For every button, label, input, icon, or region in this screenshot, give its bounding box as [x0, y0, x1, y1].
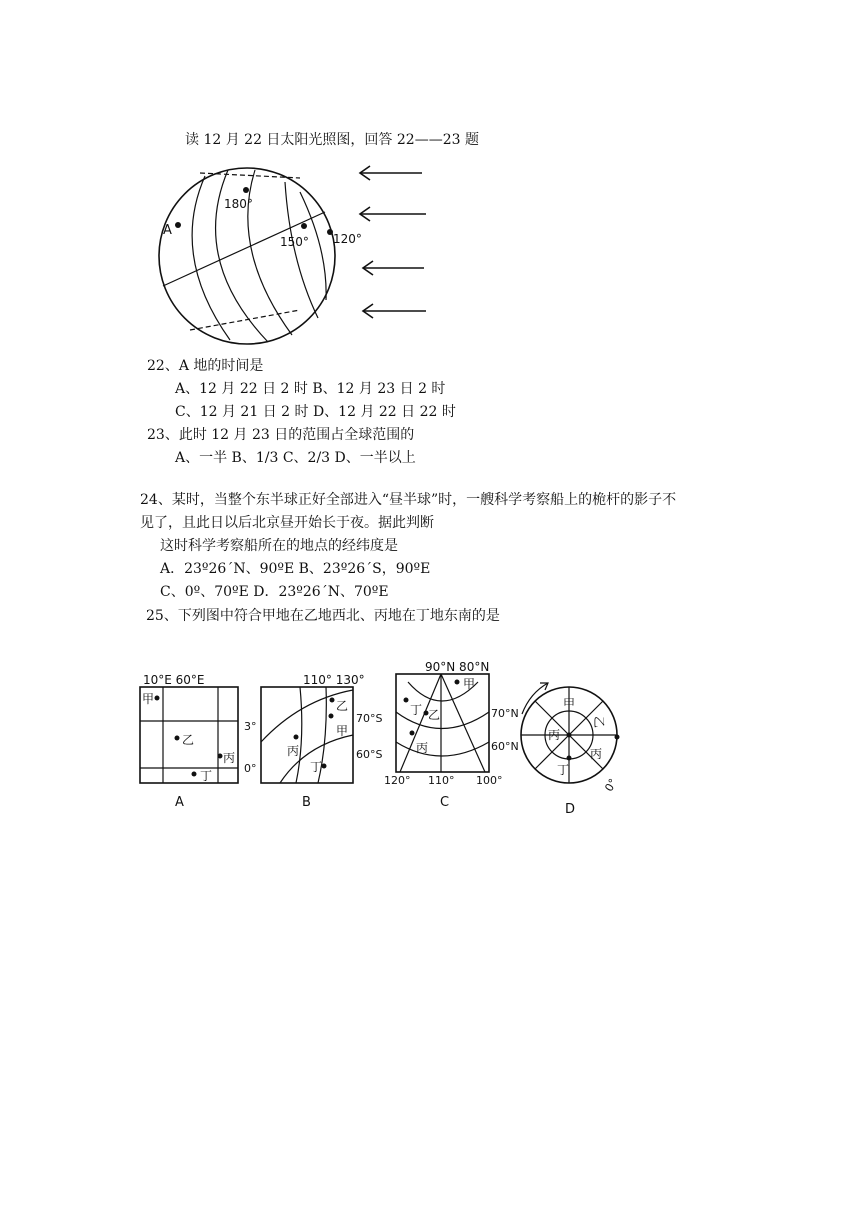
c-lat2-label: 60°N [491, 740, 519, 753]
b-yi-label: 乙 [336, 699, 349, 713]
b-bing-label: 丙 [287, 744, 300, 758]
q22-options-2: C、12 月 21 日 2 时 D、12 月 22 日 22 时 [175, 404, 456, 420]
d-yi-label: 乙 [592, 716, 606, 729]
c-lon-top-label: 90°N 80°N [425, 660, 490, 674]
a-lat1-label: 3° [244, 720, 257, 733]
b-lon-label: 110° 130° [303, 673, 365, 687]
q24-stem-2: 见了，且此日以后北京昼开始长于夜。据此判断 [140, 515, 434, 531]
d-jia-label: 甲 [563, 697, 576, 711]
c-lon-b3-label: 100° [476, 774, 503, 787]
lon150-label: 150° [280, 235, 309, 249]
d-ding-label: 丁 [557, 763, 570, 777]
intro-text: 读 12 月 22 日太阳光照图，回答 22——23 题 [185, 132, 479, 148]
c-lat1-label: 70°N [491, 707, 519, 720]
d-bing-label: 丙 [590, 747, 603, 761]
q24-options-1: A．23º26´N、90ºE B、23º26´S，90ºE [160, 561, 431, 577]
a-bing-label: 丙 [223, 751, 236, 765]
c-jia-label: 甲 [463, 677, 476, 691]
a-ding-label: 丁 [200, 769, 213, 783]
a-lat2-label: 0° [244, 762, 257, 775]
d-bing2-label: 丙 [548, 728, 561, 742]
d-caption: D [565, 802, 576, 817]
b-lat1-label: 70°S [356, 712, 383, 725]
q23-stem: 23、此时 12 月 23 日的范围占全球范围的 [147, 427, 415, 443]
c-lon-b2-label: 110° [428, 774, 455, 787]
b-caption: B [302, 795, 311, 810]
c-yi-label: 乙 [428, 708, 441, 722]
d-lon0-label: 0° [602, 776, 620, 794]
b-jia-label: 甲 [336, 724, 349, 738]
a-lon-label: 10°E 60°E [143, 673, 205, 687]
q24-options-2: C、0º、70ºE D．23º26´N、70ºE [160, 584, 389, 600]
b-ding-label: 丁 [310, 760, 323, 774]
b-lat2-label: 60°S [356, 748, 383, 761]
q24-stem-3: 这时科学考察船所在的地点的经纬度是 [160, 538, 398, 554]
lon120-label: 120° [333, 232, 362, 246]
c-caption: C [440, 795, 450, 810]
q24-stem-1: 24、某时，当整个东半球正好全部进入“昼半球”时，一艘科学考察船上的桅杆的影子不 [140, 492, 677, 508]
c-ding-label: 丁 [410, 703, 423, 717]
q22-options-1: A、12 月 22 日 2 时 B、12 月 23 日 2 时 [175, 381, 446, 397]
q23-options: A、一半 B、1/3 C、2/3 D、一半以上 [175, 450, 416, 466]
point-a-label: A [163, 223, 172, 238]
a-jia-label: 甲 [142, 692, 155, 706]
q25-stem: 25、下列图中符合甲地在乙地西北、丙地在丁地东南的是 [146, 608, 500, 624]
q22-stem: 22、A 地的时间是 [147, 358, 264, 374]
c-bing-label: 丙 [416, 741, 429, 755]
a-yi-label: 乙 [182, 733, 195, 747]
c-lon-b1-label: 120° [384, 774, 411, 787]
a-caption: A [175, 795, 184, 810]
lon180-label: 180° [224, 197, 253, 211]
